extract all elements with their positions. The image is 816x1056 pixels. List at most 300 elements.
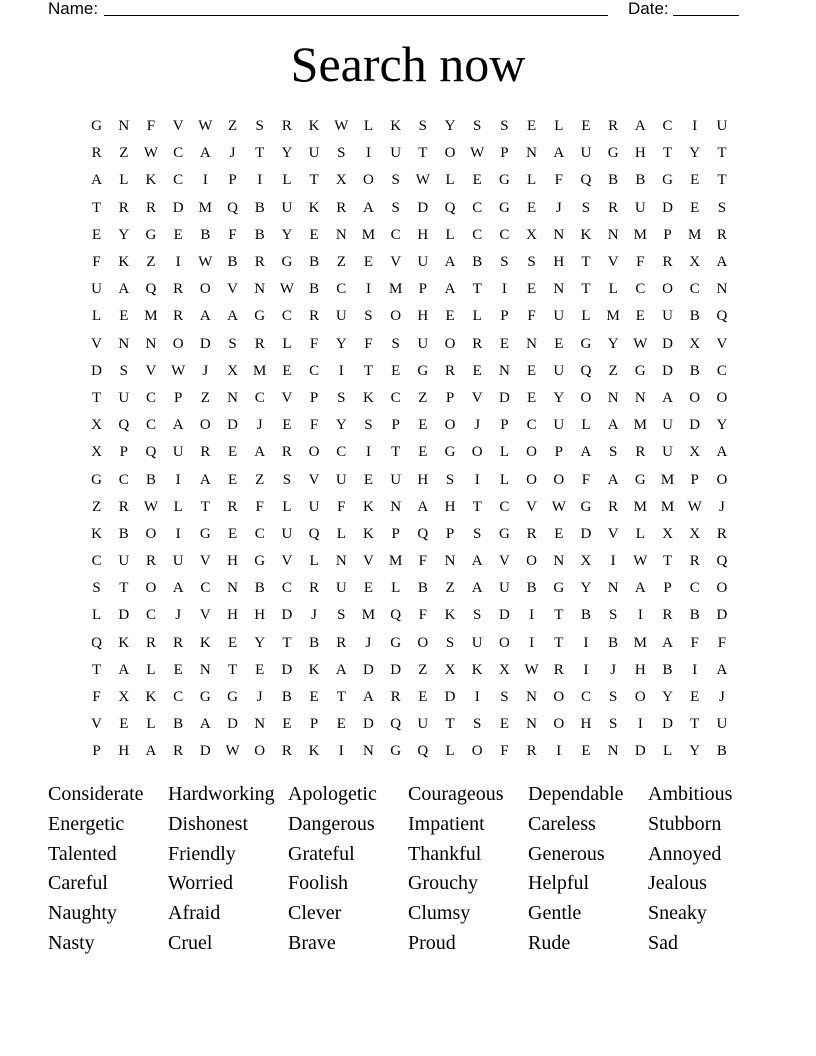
grid-letter: B (173, 716, 184, 733)
grid-letter: N (553, 281, 565, 298)
grid-letter: Y (335, 335, 347, 352)
word-list-item: Clumsy (408, 902, 471, 925)
grid-letter: F (228, 226, 237, 243)
grid-letter: V (199, 607, 211, 624)
grid-letter: C (145, 607, 156, 624)
grid-letter: E (527, 389, 537, 406)
grid-letter: F (636, 254, 645, 271)
grid-letter: A (607, 471, 619, 488)
grid-letter: A (335, 661, 347, 678)
grid-letter: I (529, 634, 535, 651)
grid-letter: Y (716, 417, 728, 434)
grid-letter: D (662, 362, 673, 379)
grid-letter: N (607, 226, 619, 243)
grid-letter: R (91, 145, 102, 162)
grid-letter: G (199, 525, 211, 542)
word-list-item: Friendly (168, 842, 236, 865)
grid-letter: U (417, 254, 429, 271)
grid-letter: S (717, 199, 727, 216)
grid-letter: L (472, 308, 482, 325)
grid-letter: Z (418, 661, 428, 678)
grid-letter: M (361, 607, 376, 624)
grid-letter: S (473, 525, 482, 542)
word-list-item: Sneaky (648, 902, 707, 925)
grid-letter: W (334, 118, 349, 135)
grid-letter: M (253, 362, 267, 379)
grid-letter: C (716, 362, 727, 379)
grid-letter: G (634, 471, 646, 488)
grid-letter: C (390, 389, 401, 406)
grid-letter: L (581, 308, 591, 325)
grid-letter: A (662, 389, 673, 406)
grid-letter: C (336, 281, 347, 298)
grid-letter: J (256, 417, 263, 434)
grid-letter: S (119, 362, 128, 379)
grid-letter: Y (580, 580, 592, 597)
word-list-item: Apologetic (288, 783, 377, 805)
grid-letter: T (92, 661, 102, 678)
grid-letter: P (663, 226, 672, 243)
grid-letter: S (364, 308, 373, 325)
grid-letter: A (634, 118, 646, 135)
grid-letter: E (363, 580, 374, 597)
grid-letter: M (633, 634, 648, 651)
grid-letter: N (118, 335, 130, 352)
grid-letter: E (282, 417, 292, 434)
word-list-item: Courageous (408, 783, 504, 805)
word-list-item: Energetic (48, 812, 125, 835)
grid-letter: E (690, 689, 700, 706)
grid-letter: O (553, 716, 565, 733)
grid-letter: O (634, 689, 646, 706)
grid-letter: D (498, 607, 510, 624)
grid-letter: T (309, 172, 319, 189)
grid-letter: B (145, 471, 156, 488)
grid-letter: A (199, 308, 211, 325)
grid-letter: R (145, 199, 156, 216)
grid-letter: F (418, 553, 428, 570)
grid-letter: B (635, 172, 646, 189)
grid-letter: R (254, 335, 265, 352)
word-list-item: Annoyed (648, 842, 722, 865)
grid-letter: S (391, 172, 400, 189)
grid-letter: U (553, 417, 565, 434)
word-list-item: Grouchy (408, 872, 478, 895)
grid-letter: R (254, 254, 265, 271)
grid-letter: A (118, 661, 130, 678)
grid-letter: T (662, 553, 673, 570)
grid-letter: Y (335, 417, 347, 434)
grid-letter: L (527, 172, 537, 189)
grid-letter: U (716, 716, 728, 733)
grid-letter: Q (390, 716, 402, 733)
grid-letter: B (309, 281, 320, 298)
grid-letter: X (689, 444, 701, 461)
grid-letter: R (716, 525, 727, 542)
grid-letter: E (690, 199, 700, 216)
word-list-item: Ambitious (648, 783, 733, 805)
grid-letter: P (309, 716, 319, 733)
grid-letter: A (254, 444, 266, 461)
grid-letter: P (500, 308, 509, 325)
grid-letter: E (309, 689, 319, 706)
grid-letter: G (580, 498, 592, 515)
grid-letter: T (255, 145, 265, 162)
grid-letter: W (171, 362, 186, 379)
grid-letter: X (662, 525, 673, 542)
grid-letter: O (526, 471, 538, 488)
name-label: Name: (48, 0, 99, 18)
grid-letter: J (718, 498, 725, 515)
grid-letter: L (336, 525, 346, 542)
grid-letter: E (119, 716, 129, 733)
grid-letter: K (308, 199, 320, 216)
grid-letter: Q (580, 172, 592, 189)
grid-letter: U (498, 580, 510, 597)
grid-letter: X (498, 661, 510, 678)
grid-letter: N (118, 118, 130, 135)
grid-letter: K (145, 689, 157, 706)
grid-letter: H (580, 716, 592, 733)
grid-letter: L (445, 743, 455, 760)
grid-letter: E (282, 716, 292, 733)
grid-letter: A (553, 145, 565, 162)
grid-letter: B (608, 634, 619, 651)
grid-letter: H (634, 145, 646, 162)
grid-letter: O (526, 553, 538, 570)
grid-letter: E (690, 172, 700, 189)
grid-letter: T (554, 634, 564, 651)
grid-letter: I (692, 118, 698, 135)
grid-letter: J (365, 634, 372, 651)
grid-letter: R (553, 661, 564, 678)
grid-letter: V (172, 118, 184, 135)
grid-letter: H (254, 607, 266, 624)
grid-letter: A (91, 172, 103, 189)
grid-letter: G (145, 226, 157, 243)
grid-letter: C (281, 308, 292, 325)
grid-letter: O (390, 308, 402, 325)
grid-letter: C (689, 281, 700, 298)
grid-letter: K (118, 634, 130, 651)
grid-letter: U (662, 444, 673, 461)
grid-letter: C (173, 145, 184, 162)
grid-letter: F (717, 634, 727, 651)
word-list-item: Helpful (528, 872, 590, 895)
grid-letter: X (91, 417, 103, 434)
grid-letter: Y (281, 226, 293, 243)
grid-letter: I (556, 743, 562, 760)
grid-letter: U (172, 553, 184, 570)
grid-row (83, 113, 736, 140)
grid-letter: T (472, 498, 482, 515)
grid-letter: L (92, 308, 102, 325)
grid-letter: H (444, 498, 456, 515)
grid-letter: O (498, 634, 510, 651)
word-list-item: Impatient (408, 812, 485, 835)
grid-letter: A (607, 417, 619, 434)
grid-letter: S (473, 716, 482, 733)
grid-letter: N (498, 362, 510, 379)
grid-letter: Y (607, 335, 619, 352)
grid-letter: G (498, 525, 510, 542)
grid-letter: E (363, 254, 374, 271)
grid-letter: S (527, 254, 536, 271)
grid-letter: S (608, 689, 618, 706)
grid-letter: P (391, 525, 400, 542)
grid-letter: G (498, 199, 510, 216)
grid-letter: B (118, 525, 129, 542)
grid-letter: V (607, 525, 619, 542)
grid-letter: Z (119, 145, 129, 162)
grid-letter: T (418, 145, 428, 162)
grid-letter: L (119, 172, 129, 189)
grid-letter: F (92, 254, 101, 271)
grid-letter: U (417, 716, 429, 733)
grid-letter: D (281, 607, 293, 624)
grid-letter: T (690, 716, 700, 733)
grid-letter: R (145, 634, 156, 651)
grid-letter: U (308, 145, 320, 162)
grid-letter: Q (91, 634, 103, 651)
grid-letter: Z (445, 580, 455, 597)
grid-letter: I (474, 689, 480, 706)
word-list-item: Generous (528, 842, 605, 865)
grid-letter: X (118, 689, 130, 706)
grid-letter: N (607, 743, 619, 760)
grid-letter: R (281, 118, 292, 135)
grid-letter: U (281, 199, 293, 216)
grid-letter: S (608, 607, 618, 624)
grid-letter: L (499, 444, 509, 461)
grid-letter: W (143, 145, 159, 162)
grid-letter: U (390, 471, 402, 488)
grid-letter: V (91, 335, 103, 352)
grid-letter: D (172, 199, 184, 216)
grid-letter: F (309, 417, 319, 434)
grid-letter: R (608, 118, 619, 135)
grid-letter: O (716, 471, 728, 488)
grid-letter: G (634, 362, 646, 379)
grid-letter: F (418, 607, 428, 624)
grid-letter: W (633, 335, 648, 352)
grid-row (83, 630, 736, 657)
grid-row (83, 303, 736, 330)
grid-letter: I (365, 145, 371, 162)
grid-letter: P (418, 281, 428, 298)
grid-letter: U (662, 417, 673, 434)
grid-letter: M (388, 281, 403, 298)
word-list-item: Dependable (528, 783, 624, 805)
grid-letter: D (227, 716, 238, 733)
grid-letter: T (717, 172, 727, 189)
grid-letter: B (309, 634, 320, 651)
grid-letter: R (608, 498, 619, 515)
grid-letter: E (581, 118, 591, 135)
grid-letter: A (716, 661, 728, 678)
grid-letter: D (580, 525, 592, 542)
grid-letter: Z (92, 498, 102, 515)
grid-letter: C (309, 362, 320, 379)
grid-letter: G (662, 172, 673, 189)
grid-letter: J (718, 689, 725, 706)
grid-letter: Z (255, 471, 265, 488)
word-list-item: Careful (48, 872, 108, 895)
grid-letter: G (254, 308, 266, 325)
grid-row (83, 494, 736, 521)
grid-letter: C (336, 444, 347, 461)
grid-letter: E (391, 362, 401, 379)
grid-letter: X (689, 525, 701, 542)
grid-letter: C (472, 226, 483, 243)
grid-letter: J (175, 607, 182, 624)
grid-letter: Q (417, 743, 429, 760)
grid-letter: I (175, 254, 181, 271)
grid-letter: D (498, 389, 510, 406)
grid-letter: O (471, 743, 483, 760)
word-list-item: Worried (168, 872, 234, 895)
grid-letter: K (308, 118, 320, 135)
grid-letter: C (91, 553, 102, 570)
grid-letter: K (363, 525, 374, 542)
grid-letter: V (281, 553, 293, 570)
grid-letter: B (608, 172, 619, 189)
grid-letter: O (199, 281, 211, 298)
grid-letter: B (254, 199, 265, 216)
grid-letter: G (281, 254, 293, 271)
grid-letter: W (524, 661, 539, 678)
grid-letter: B (309, 254, 320, 271)
grid-letter: A (118, 281, 130, 298)
grid-letter: P (119, 444, 128, 461)
grid-letter: M (361, 226, 376, 243)
grid-letter: T (119, 580, 129, 597)
grid-letter: E (119, 308, 129, 325)
grid-letter: A (199, 471, 211, 488)
grid-letter: N (553, 553, 565, 570)
grid-letter: U (335, 471, 347, 488)
grid-letter: J (256, 689, 263, 706)
grid-letter: Y (254, 634, 266, 651)
grid-letter: I (529, 607, 535, 624)
grid-letter: D (118, 607, 130, 624)
grid-letter: U (634, 199, 646, 216)
grid-letter: Q (390, 607, 402, 624)
grid-letter: J (229, 145, 236, 162)
grid-letter: L (445, 172, 455, 189)
grid-letter: F (337, 498, 346, 515)
grid-letter: N (553, 226, 565, 243)
grid-letter: W (198, 254, 213, 271)
grid-letter: U (118, 553, 130, 570)
grid-letter: H (634, 661, 646, 678)
date-label: Date: (628, 0, 669, 18)
grid-row (83, 657, 736, 684)
grid-letter: E (227, 525, 238, 542)
grid-letter: D (390, 661, 402, 678)
grid-letter: K (471, 661, 483, 678)
grid-letter: R (526, 525, 537, 542)
grid-letter: P (173, 389, 183, 406)
grid-letter: R (716, 226, 727, 243)
grid-letter: P (391, 417, 400, 434)
grid-letter: O (308, 444, 320, 461)
grid-letter: F (527, 308, 536, 325)
grid-letter: N (526, 716, 538, 733)
grid-letter: G (390, 634, 402, 651)
grid-letter: O (553, 471, 565, 488)
grid-letter: O (526, 444, 538, 461)
grid-letter: P (663, 580, 672, 597)
grid-letter: V (471, 389, 483, 406)
grid-letter: S (608, 444, 618, 461)
grid-letter: P (500, 417, 509, 434)
grid-row (83, 358, 736, 385)
grid-letter: L (499, 471, 509, 488)
grid-letter: N (254, 716, 266, 733)
letter-grid (83, 113, 736, 766)
grid-letter: G (498, 172, 510, 189)
grid-letter: S (255, 118, 264, 135)
grid-letter: N (526, 689, 538, 706)
grid-letter: D (199, 335, 211, 352)
grid-letter: U (417, 335, 429, 352)
grid-letter: M (606, 308, 620, 325)
grid-letter: Y (662, 689, 673, 706)
grid-letter: E (173, 226, 183, 243)
word-list-item: Cruel (168, 931, 213, 954)
grid-letter: L (445, 226, 455, 243)
grid-letter: Q (145, 444, 157, 461)
grid-letter: V (363, 553, 374, 570)
grid-letter: S (337, 145, 346, 162)
word-list-item: Jealous (648, 872, 707, 895)
grid-letter: P (554, 444, 563, 461)
grid-letter: F (92, 689, 101, 706)
word-list-item: Gentle (528, 902, 582, 925)
grid-letter: E (227, 444, 238, 461)
grid-letter: R (689, 553, 700, 570)
grid-letter: O (363, 172, 374, 189)
grid-letter: S (473, 607, 482, 624)
grid-letter: N (444, 553, 456, 570)
grid-letter: V (498, 553, 510, 570)
grid-letter: G (390, 743, 402, 760)
word-list-item: Nasty (48, 931, 95, 954)
grid-letter: O (254, 743, 266, 760)
grid-letter: U (281, 525, 293, 542)
grid-letter: X (335, 172, 347, 189)
grid-letter: K (363, 389, 374, 406)
grid-letter: R (336, 634, 347, 651)
grid-letter: T (391, 444, 401, 461)
grid-letter: A (363, 199, 374, 216)
grid-letter: I (637, 607, 643, 624)
grid-letter: E (227, 471, 238, 488)
grid-letter: S (608, 716, 618, 733)
grid-letter: S (364, 417, 373, 434)
grid-letter: G (553, 580, 565, 597)
grid-letter: E (527, 199, 537, 216)
grid-letter: T (92, 199, 102, 216)
grid-letter: D (363, 716, 374, 733)
grid-letter: V (145, 362, 157, 379)
grid-letter: E (227, 634, 238, 651)
grid-letter: C (580, 689, 591, 706)
grid-row (83, 249, 736, 276)
grid-letter: L (662, 743, 673, 760)
grid-row (83, 222, 736, 249)
